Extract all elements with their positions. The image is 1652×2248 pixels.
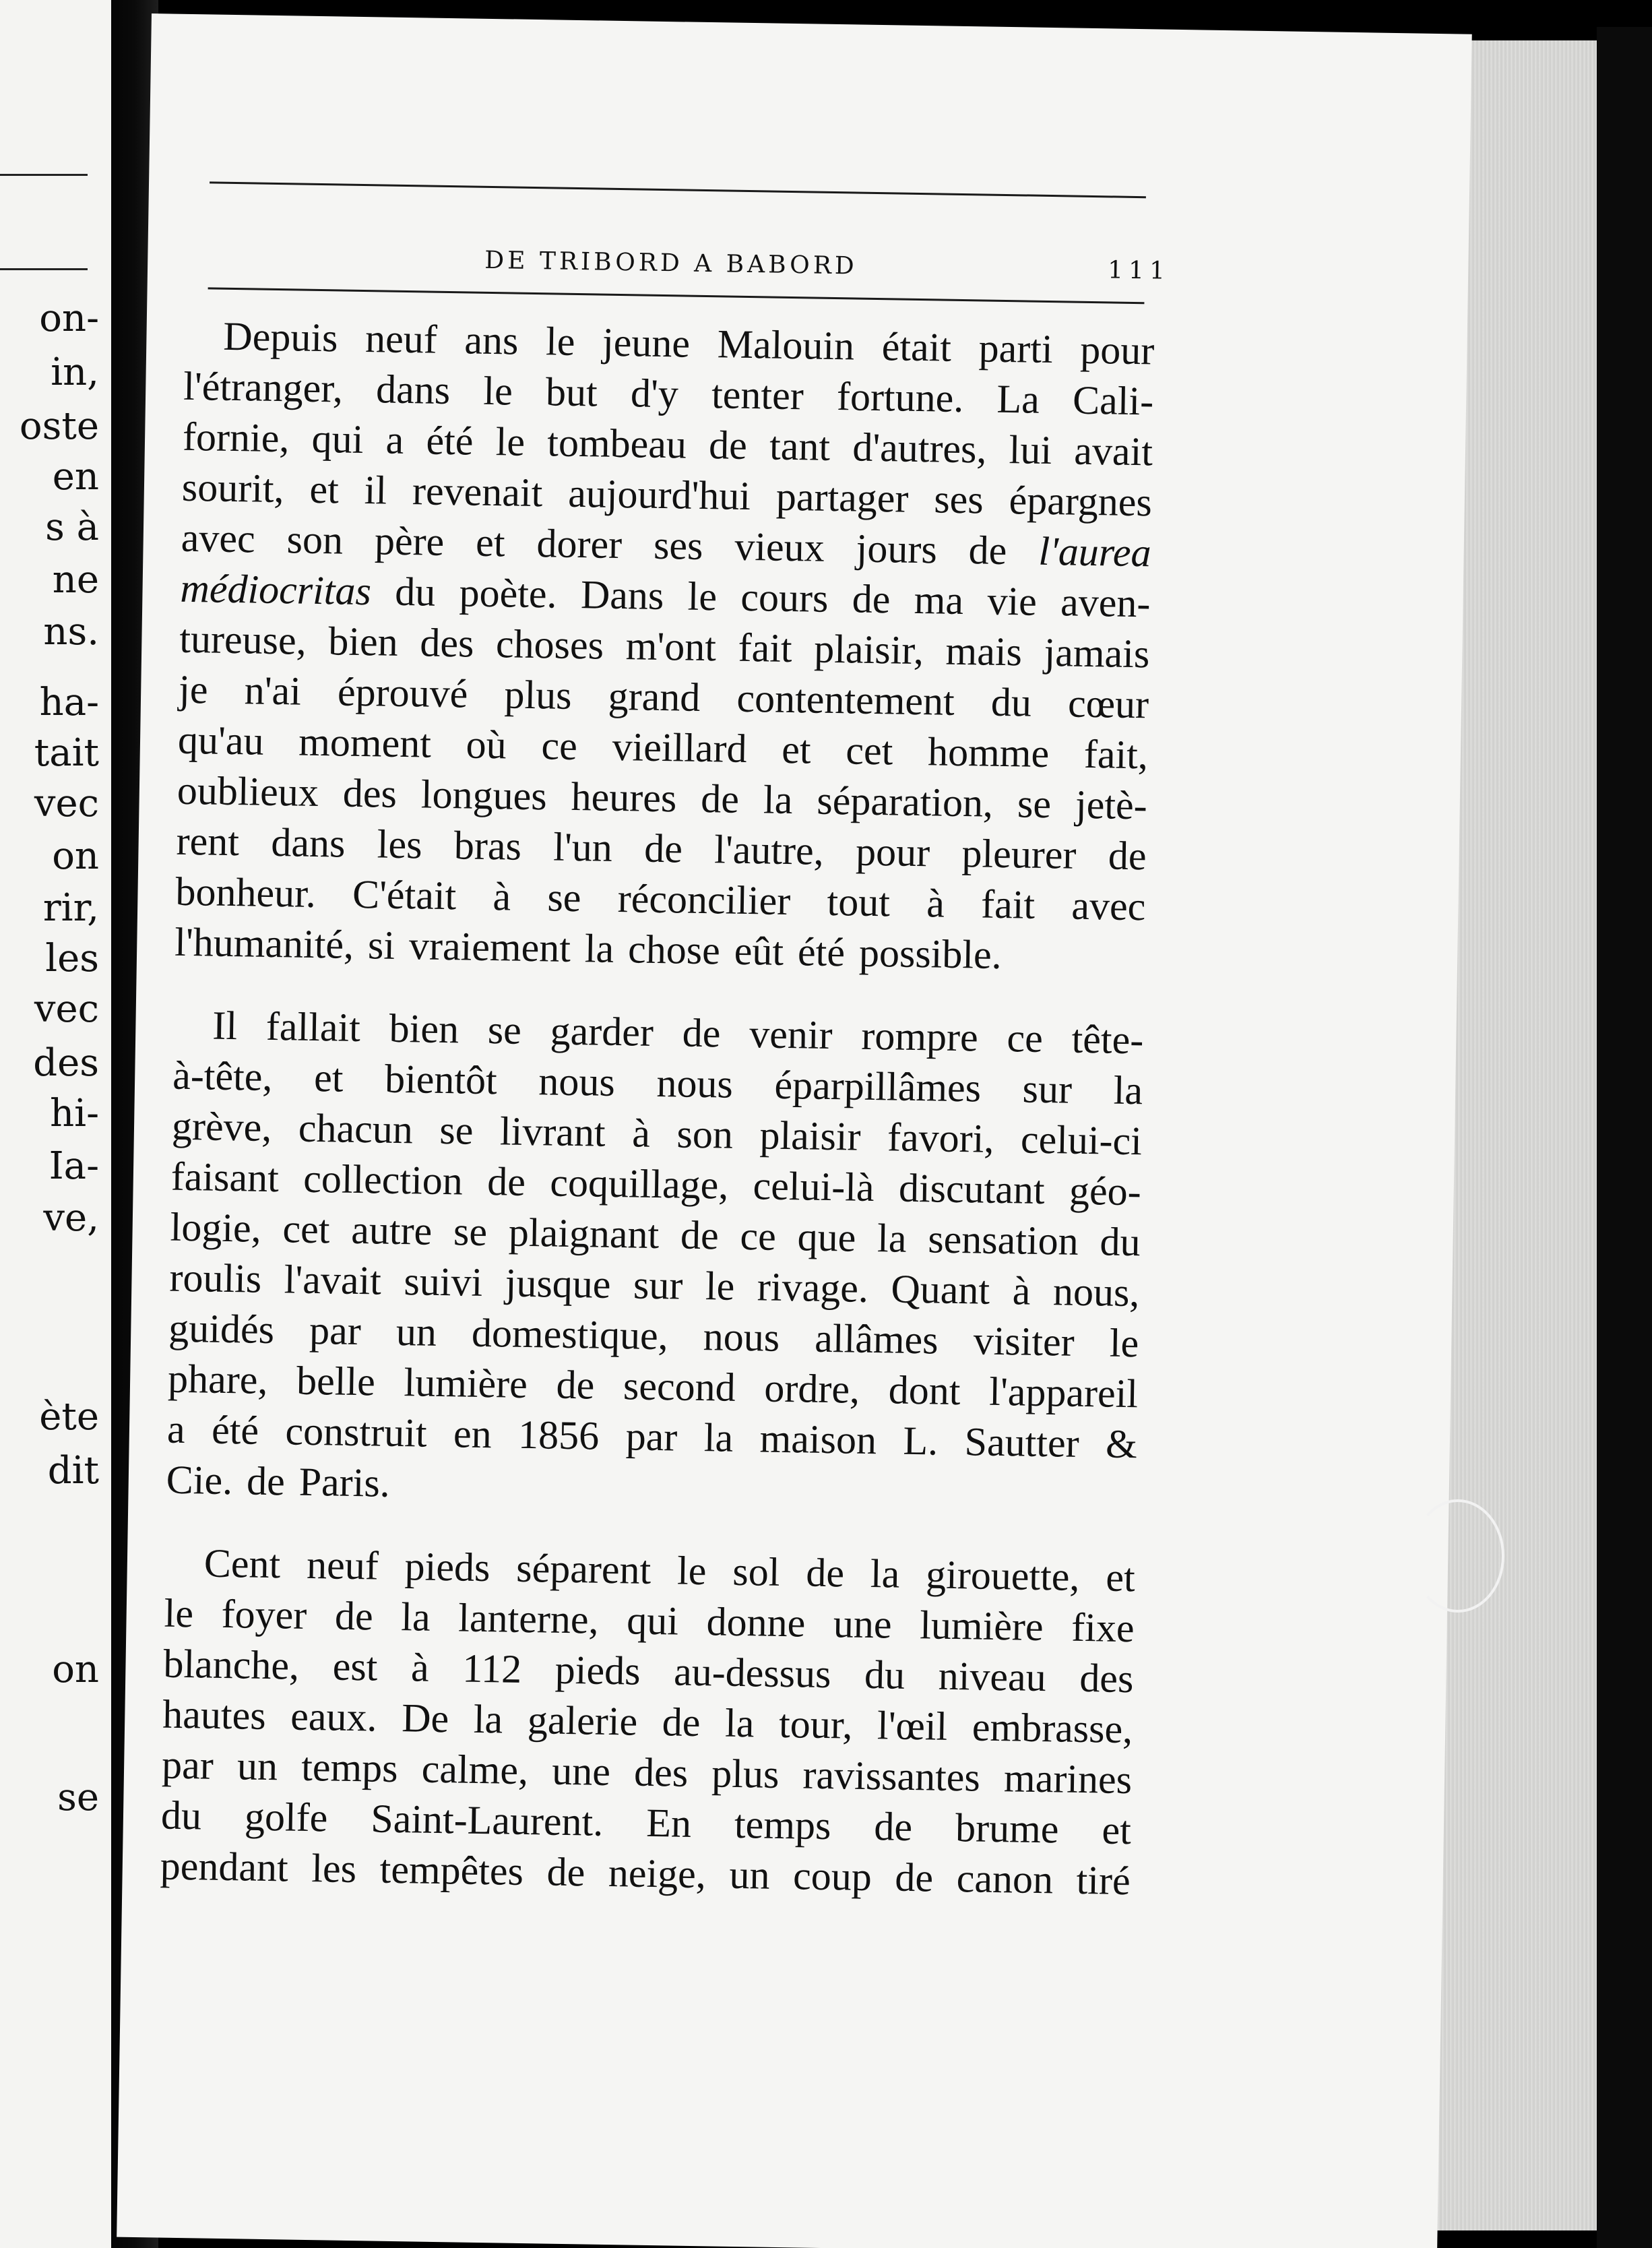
text-line: Il fallait bien se garder de venir rompre ce tête-	[212, 1003, 1144, 1063]
text-line: guidés par un domestique, nous allâmes visiter le	[168, 1305, 1139, 1366]
left-page-fragment: ns.	[43, 610, 99, 654]
text-line: rent dans les bras l'un de l'autre, pour pleurer de	[176, 818, 1147, 879]
left-page-fragment: on	[52, 834, 99, 878]
left-page-fragment: se	[57, 1776, 99, 1819]
body-text	[159, 311, 1154, 1939]
text-line: phare, belle lumière de second ordre, dont l'appareil	[167, 1356, 1139, 1416]
text-segment: du poète. Dans le cours de ma vie aven-	[394, 569, 1151, 626]
left-page-fragment: vec	[34, 987, 99, 1031]
text-line: qu'au moment où ce vieillard et cet homme fait,	[177, 717, 1149, 778]
text-line: faisant collection de coquillage, celui-là discutant géo-	[170, 1154, 1142, 1214]
left-page-fragment: on-	[39, 296, 99, 340]
left-page-fragment: on	[52, 1648, 99, 1691]
paragraph	[160, 1538, 1135, 1907]
text-line: Cie. de Paris.	[166, 1457, 391, 1505]
left-page-fragment: tait	[34, 731, 99, 775]
text-line: sourit, et il revenait aujourd'hui partager ses épargnes	[181, 464, 1153, 525]
text-line: tureuse, bien des choses m'ont fait plaisir, mais jamais	[179, 616, 1150, 677]
text-segment: avec son père et dorer ses vieux jours de	[181, 515, 1007, 573]
text-line: fornie, qui a été le tombeau de tant d'autres, lui avait	[182, 414, 1153, 474]
left-page-rule	[0, 268, 88, 270]
text-line: blanche, est à 112 pieds au-dessus du niveau des	[163, 1641, 1134, 1701]
text-line: je n'ai éprouvé plus grand contentement du cœur	[178, 666, 1149, 727]
text-line: par un temps calme, une des plus ravissantes marines	[161, 1742, 1133, 1803]
left-page-fragment: rir,	[42, 886, 99, 930]
left-page-fragment: in,	[51, 350, 99, 394]
text-line: oublieux des longues heures de la séparation, se jetè-	[177, 768, 1148, 828]
italic-phrase: l'aurea	[1038, 528, 1152, 575]
text-line: du golfe Saint-Laurent. En temps de brume et	[160, 1792, 1132, 1853]
text-line: roulis l'avait suivi jusque sur le rivage. Quant à nous,	[169, 1255, 1140, 1315]
left-page-fragment: hi-	[50, 1092, 99, 1135]
text-line: pendant les tempêtes de neige, un coup de canon tiré	[160, 1843, 1131, 1904]
left-page-fragment: ha-	[39, 681, 99, 724]
left-page-fragment: dit	[47, 1449, 99, 1493]
page-number: 111	[1107, 256, 1171, 285]
page-edges-shadow	[1597, 27, 1652, 2248]
italic-phrase: médiocritas	[180, 565, 372, 614]
left-facing-page	[0, 0, 111, 2248]
header-rule-top	[210, 181, 1146, 198]
text-line: a été construit en 1856 par la maison L. Sautter &	[166, 1406, 1138, 1467]
text-line: l'étranger, dans le but d'y tenter fortune. La Cali-	[183, 363, 1154, 424]
running-title: DE TRIBORD A BABORD	[484, 246, 858, 280]
text-line: Cent neuf pieds séparent le sol de la girouette, et	[203, 1540, 1136, 1600]
left-page-fragment: en	[52, 455, 99, 499]
left-page-fragment: ne	[52, 558, 99, 602]
left-page-fragment: ve,	[43, 1196, 99, 1240]
left-page-fragment: des	[33, 1041, 99, 1085]
text-line: grève, chacun se livrant à son plaisir favori, celui-ci	[171, 1103, 1143, 1164]
paragraph	[166, 1000, 1144, 1521]
left-page-fragment: Ia-	[49, 1144, 99, 1188]
left-page-rule	[0, 174, 88, 176]
left-page-fragment: s à	[45, 505, 99, 549]
main-page	[117, 13, 1472, 2248]
header-rule-bottom	[208, 287, 1145, 304]
text-line: le foyer de la lanterne, qui donne une lumière fixe	[164, 1590, 1135, 1651]
left-page-fragment: ète	[39, 1395, 99, 1439]
text-line: hautes eaux. De la galerie de la tour, l'œil embrasse,	[162, 1691, 1133, 1752]
running-head	[148, 241, 1469, 285]
left-page-fragment: oste	[19, 404, 99, 448]
pencil-circle-mark	[1411, 1499, 1504, 1613]
text-line: à-tête, et bientôt nous nous éparpillâmes sur la	[172, 1053, 1143, 1113]
text-line: l'humanité, si vraiement la chose eût été possible.	[174, 919, 1003, 977]
text-line: logie, cet autre se plaignant de ce que la sensation du	[170, 1204, 1141, 1265]
left-page-fragment: les	[45, 937, 99, 980]
text-line: Depuis neuf ans le jeune Malouin était parti pour	[222, 313, 1155, 373]
left-page-fragment: vec	[34, 782, 99, 825]
text-line: bonheur. C'était à se réconcilier tout à fait avec	[175, 869, 1146, 929]
paragraph	[174, 311, 1155, 982]
